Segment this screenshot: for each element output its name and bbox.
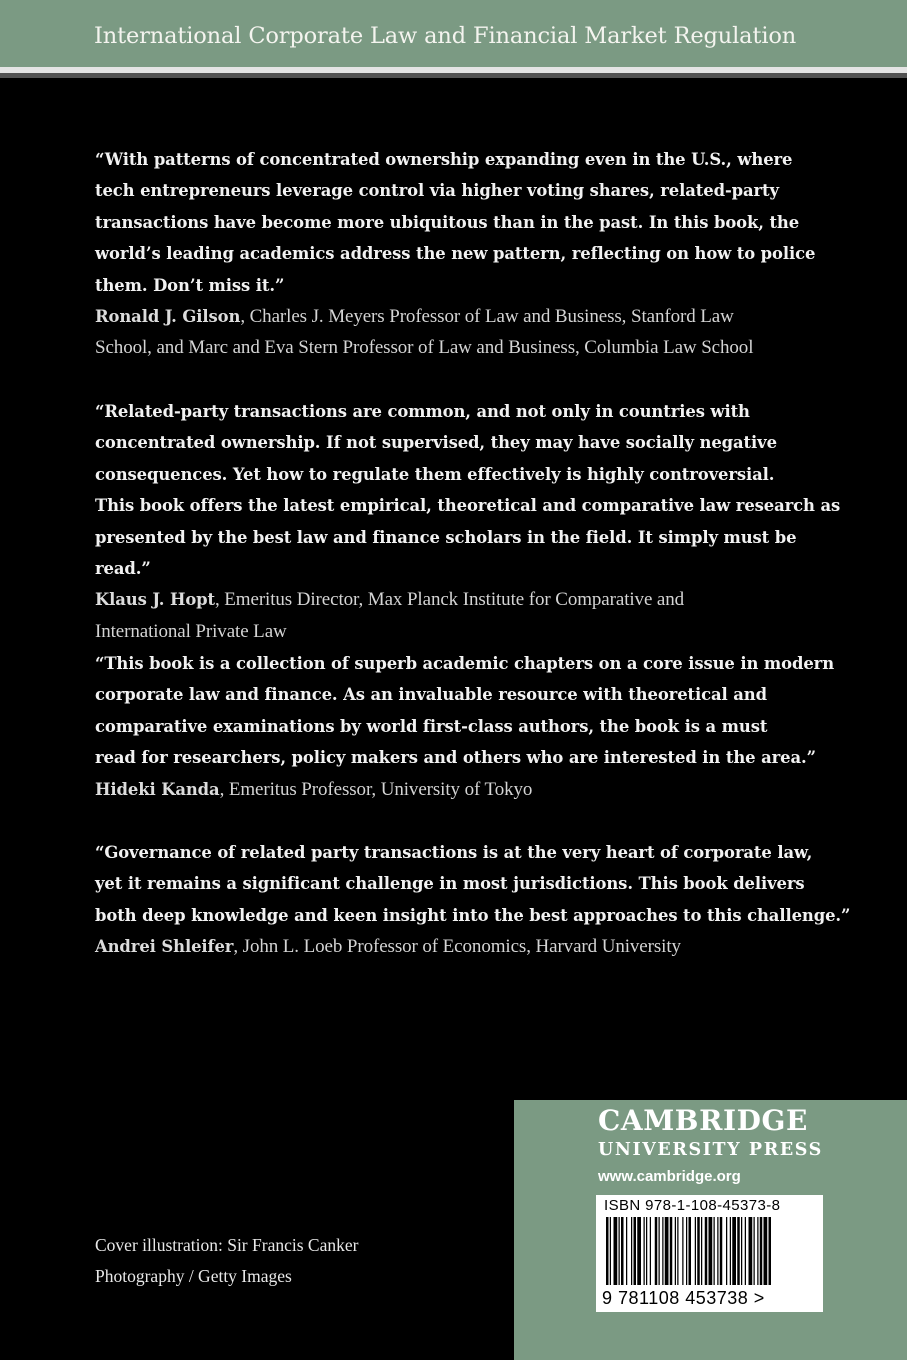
endorsement-quote <box>95 144 855 301</box>
endorsement-attribution <box>95 301 855 364</box>
cover-credit <box>95 1230 358 1292</box>
endorser-name: Hideki Kanda <box>95 779 220 799</box>
quote-line: corporate law and finance. As an invaluable resource with theoretical and <box>95 685 767 705</box>
quote-line: read for researchers, policy makers and others who are interested in the area.” <box>95 748 816 768</box>
isbn-label: ISBN 978-1-108-45373-8 <box>604 1197 781 1214</box>
barcode-bar <box>741 1217 742 1285</box>
series-header <box>0 0 907 67</box>
barcode-bar <box>621 1217 624 1285</box>
barcode-bar <box>634 1217 637 1285</box>
barcode <box>596 1195 823 1312</box>
endorsement-quote <box>95 396 855 584</box>
endorser-title: , Charles J. Meyers Professor of Law and Business, Stanford Law <box>240 306 734 328</box>
barcode-bar <box>764 1217 768 1285</box>
endorser-title: , John L. Loeb Professor of Economics, Harvard University <box>233 936 681 958</box>
barcode-bar <box>754 1217 755 1285</box>
quote-line: tech entrepreneurs leverage control via higher voting shares, related-party <box>95 181 779 201</box>
cover-credit-line: Cover illustration: Sir Francis Canker <box>95 1235 359 1255</box>
barcode-bar <box>709 1217 713 1285</box>
barcode-bar <box>732 1217 736 1285</box>
barcode-bar <box>730 1217 731 1285</box>
publisher-panel <box>514 1100 907 1360</box>
barcode-bar <box>686 1217 687 1285</box>
endorsement-quote <box>95 648 855 774</box>
barcode-bar <box>757 1217 758 1285</box>
barcode-bar <box>745 1217 746 1285</box>
quote-line: This book offers the latest empirical, theoretical and comparative law research as <box>95 496 841 516</box>
barcode-bar <box>675 1217 676 1285</box>
barcode-bar <box>637 1217 641 1285</box>
barcode-bar <box>665 1217 669 1285</box>
quote-line: comparative examinations by world first-class authors, the book is a must <box>95 716 768 736</box>
endorser-name: Andrei Shleifer <box>95 937 234 957</box>
endorsement-attribution <box>95 774 855 805</box>
barcode-bar <box>701 1217 702 1285</box>
barcode-bar <box>689 1217 692 1285</box>
barcode-bar <box>655 1217 658 1285</box>
quote-line: “Governance of related party transactions is at the very heart of corporate law, <box>95 843 813 862</box>
publisher-subtitle: UNIVERSITY PRESS <box>598 1140 823 1160</box>
barcode-bar <box>626 1217 627 1285</box>
publisher-logo-text: CAMBRIDGE <box>598 1104 808 1137</box>
quote-line: consequences. Yet how to regulate them effectively is highly controversial. <box>95 464 775 484</box>
barcode-bar <box>614 1217 618 1285</box>
barcode-bar <box>650 1217 651 1285</box>
barcode-bar <box>749 1217 753 1285</box>
publisher-url[interactable]: www.cambridge.org <box>598 1168 741 1185</box>
quote-line: both deep knowledge and keen insight into the best approaches to this challenge.” <box>95 905 851 925</box>
quote-line: concentrated ownership. If not supervised, they may have socially negative <box>95 433 777 453</box>
series-title: International Corporate Law and Financial Market Regulation <box>94 23 797 49</box>
quote-line: “With patterns of concentrated ownership expanding even in the U.S., where <box>95 150 793 169</box>
barcode-digits: 9 781108 453738 > <box>602 1288 765 1308</box>
barcode-bar <box>670 1217 673 1285</box>
barcode-bar <box>646 1217 647 1285</box>
barcode-bar <box>717 1217 718 1285</box>
barcode-bar <box>659 1217 660 1285</box>
barcode-bar <box>631 1217 632 1285</box>
endorser-title-cont: International Private Law <box>95 620 287 642</box>
quote-line: them. Don’t miss it.” <box>95 275 285 295</box>
barcode-bar <box>769 1217 772 1285</box>
barcode-bar <box>697 1217 700 1285</box>
barcode-bar <box>662 1217 663 1285</box>
endorsement-quote <box>95 837 855 931</box>
quote-line: yet it remains a significant challenge in most jurisdictions. This book delivers <box>95 874 805 894</box>
endorsement-gilson <box>95 144 855 364</box>
quote-line: transactions have become more ubiquitous than in the past. In this book, the <box>95 212 800 232</box>
endorsement-kanda <box>95 648 855 805</box>
quote-line: presented by the best law and finance scholars in the field. It simply must be read.” <box>95 527 797 579</box>
quote-line: world’s leading academics address the new pattern, reflecting on how to police <box>95 244 816 264</box>
endorsement-hopt <box>95 396 855 647</box>
endorser-name: Ronald J. Gilson <box>95 307 241 327</box>
barcode-bar <box>682 1217 683 1285</box>
barcode-bar <box>720 1217 723 1285</box>
header-divider-shadow <box>0 73 907 78</box>
endorser-name: Klaus J. Hopt <box>95 590 215 610</box>
barcode-bar <box>714 1217 715 1285</box>
barcode-bar <box>606 1217 609 1285</box>
barcode-bar <box>726 1217 727 1285</box>
barcode-bar <box>619 1217 620 1285</box>
endorsement-shleifer <box>95 837 855 963</box>
barcode-bar <box>644 1217 645 1285</box>
endorsement-attribution <box>95 931 855 962</box>
endorsement-attribution <box>95 584 855 647</box>
endorser-title-cont: School, and Marc and Eva Stern Professor of Law and Business, Columbia Law School <box>95 337 754 359</box>
endorser-title: , Emeritus Director, Max Planck Institute for Comparative and <box>215 589 685 611</box>
cover-credit-line: Photography / Getty Images <box>95 1266 292 1286</box>
endorser-title: , Emeritus Professor, University of Tokyo <box>219 778 533 800</box>
barcode-bar <box>760 1217 763 1285</box>
quote-line: “Related-party transactions are common, and not only in countries with <box>95 402 750 421</box>
barcode-bar <box>737 1217 740 1285</box>
barcode-bar <box>610 1217 611 1285</box>
barcode-bar <box>695 1217 696 1285</box>
barcode-bar <box>677 1217 678 1285</box>
barcode-bar <box>705 1217 708 1285</box>
quote-line: “This book is a collection of superb academic chapters on a core issue in modern <box>95 654 835 673</box>
barcode-bars-icon <box>596 1217 823 1289</box>
